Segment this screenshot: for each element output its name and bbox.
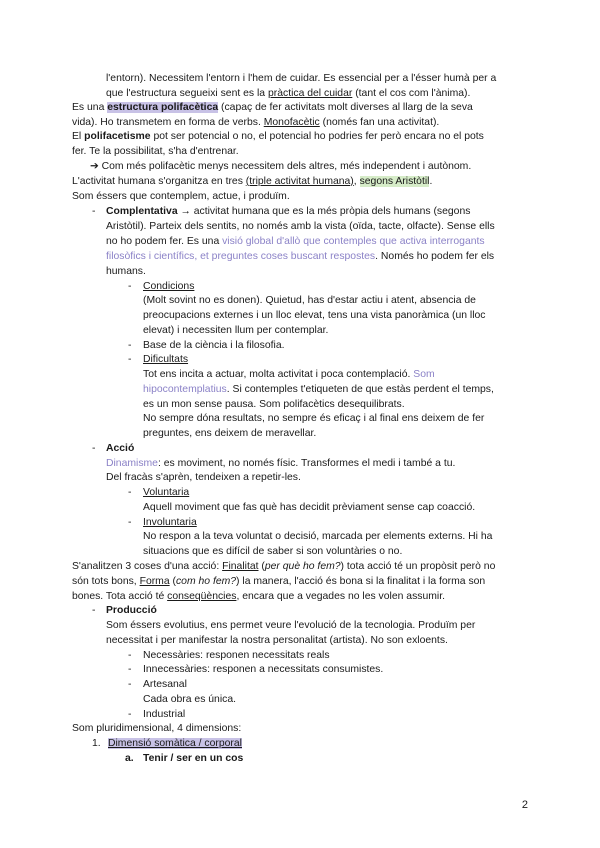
list-dash: -	[128, 487, 132, 498]
text-line: Industrial	[143, 709, 186, 720]
text-line: no ho podem fer. Es una visió global d'allò que contemples que activa interrogants	[106, 236, 485, 247]
list-dash: -	[128, 709, 132, 720]
text-line: elevat) i necessiten llum per contemplar.	[143, 325, 329, 336]
text-line: Artesanal	[143, 679, 187, 690]
subheading: Voluntaria	[143, 487, 190, 498]
numbered-item	[108, 737, 242, 750]
text-line: Complentativa → activitat humana que es la més pròpia dels humans (segons	[106, 206, 471, 217]
text-line: (Molt sovint no es donen). Quietud, has d'estar actiu i atent, absencia de	[143, 295, 476, 306]
text-line: El polifacetisme pot ser potencial o no, el potencial ho podries fer però encara no el pots	[72, 131, 484, 142]
page-number: 2	[521, 799, 528, 811]
highlighted-term: estructura polifacètica	[107, 102, 219, 113]
list-dash: -	[128, 664, 132, 675]
text-line: Base de la ciència i la filosofia.	[143, 340, 285, 351]
arrow-bullet-line: ➔ Com més polifacètic menys necessitem dels altres, més independent i autònom.	[90, 161, 472, 172]
text-line: Del fracàs s'aprèn, tendeixen a repetir-les.	[106, 472, 301, 483]
text-line: Dinamisme: es moviment, no només físic. Transformes el medi i també a tu.	[106, 458, 456, 469]
text-line: Necessàries: responen necessitats reals	[143, 650, 330, 661]
text-line: Es una estructura polifacètica (capaç de fer activitats molt diverses al llarg de la seva	[72, 102, 473, 113]
text-line: Som éssers evolutius, ens permet veure l'evolució de la tecnologia. Produïm per	[106, 620, 476, 631]
text-line: l'entorn). Necessitem l'entorn i l'hem de cuidar. Es essencial per a l'ésser humà per a	[106, 73, 497, 84]
text-line: L'activitat humana s'organitza en tres (triple activitat humana), segons Aristòtil.	[72, 176, 433, 187]
text-line: preocupacions externes i un lloc elevat, tens una vista panoràmica (un lloc	[143, 310, 486, 321]
text-line: No respon a la teva voluntat o decisió, marcada per elements externs. Hi ha	[143, 531, 493, 542]
text-line: hipocontemplatius. Si contemples t'etiqueten de que estàs perdent el temps,	[143, 384, 494, 395]
section-heading: Acció	[106, 443, 135, 454]
text-line: situacions que es difícil de saber si son voluntàries o no.	[143, 546, 403, 557]
list-letter: a.	[125, 753, 134, 764]
list-dash: -	[92, 443, 96, 454]
list-number: 1.	[92, 738, 101, 749]
subheading: Dificultats	[143, 354, 189, 365]
list-dash: -	[128, 354, 132, 365]
list-dash: -	[92, 206, 96, 217]
text-line: bones. Tota acció té conseqüències, encara que a vegades no les volen assumir.	[72, 591, 445, 602]
text-line: vida). Ho transmetem en forma de verbs. Monofacètic (només fan una activitat).	[72, 117, 440, 128]
highlighted-term: segons Aristòtil	[359, 176, 430, 187]
text-line: Som éssers que contemplem, actue, i produïm.	[72, 191, 290, 202]
list-dash: -	[128, 340, 132, 351]
subheading: Condicions	[143, 281, 195, 292]
subheading: Involuntaria	[143, 517, 197, 528]
text-line: fer. Te la possibilitat, s'ha d'entrenar.	[72, 146, 239, 157]
text-line: necessitat i per manifestar la nostra personalitat (artista). No son exloents.	[106, 635, 448, 646]
text-line: filosòfics i científics, et preguntes coses buscant respostes. Només ho podem fer els	[106, 251, 495, 262]
section-heading: Producció	[106, 605, 157, 616]
list-dash: -	[128, 281, 132, 292]
text-line: Som pluridimensional, 4 dimensions:	[72, 723, 242, 734]
highlighted-term: Dimensió somàtica / corporal	[108, 738, 242, 749]
text-line: són tots bons, Forma (com ho fem?) la manera, l'acció és bona si la finalitat i la forma son	[72, 576, 486, 587]
lettered-item: Tenir / ser en un cos	[143, 753, 244, 764]
list-dash: -	[128, 517, 132, 528]
text-line: Innecessàries: responen a necessitats consumistes.	[143, 664, 384, 675]
text-line: que l'estructura segueixi sent es la pràctica del cuidar (tant el cos com l'ànima).	[106, 88, 471, 99]
list-dash: -	[128, 650, 132, 661]
text-line: No sempre dóna resultats, no sempre és eficaç i al final ens deixem de fer	[143, 413, 485, 424]
text-line: humans.	[106, 266, 146, 277]
text-line: Tot ens incita a actuar, molta activitat i poca contemplació. Som	[143, 369, 435, 380]
text-line: S'analitzen 3 coses d'una acció: Finalitat (per què ho fem?) tota acció té un propòsit però no	[72, 561, 496, 572]
text-line: Aristòtil). Parteix dels sentits, no només amb la vista (oïda, tacte, olfacte). Sense ells	[106, 221, 495, 232]
text-line: Cada obra es única.	[143, 694, 236, 705]
list-dash: -	[92, 605, 96, 616]
text-line: preguntes, ens deixem de meravellar.	[143, 428, 317, 439]
text-line: Aquell moviment que fas què has decidit prèviament sense cap coacció.	[143, 502, 476, 513]
list-dash: -	[128, 679, 132, 690]
text-line: es un mon sense pausa. Som polifacètics desequilibrats.	[143, 399, 405, 410]
